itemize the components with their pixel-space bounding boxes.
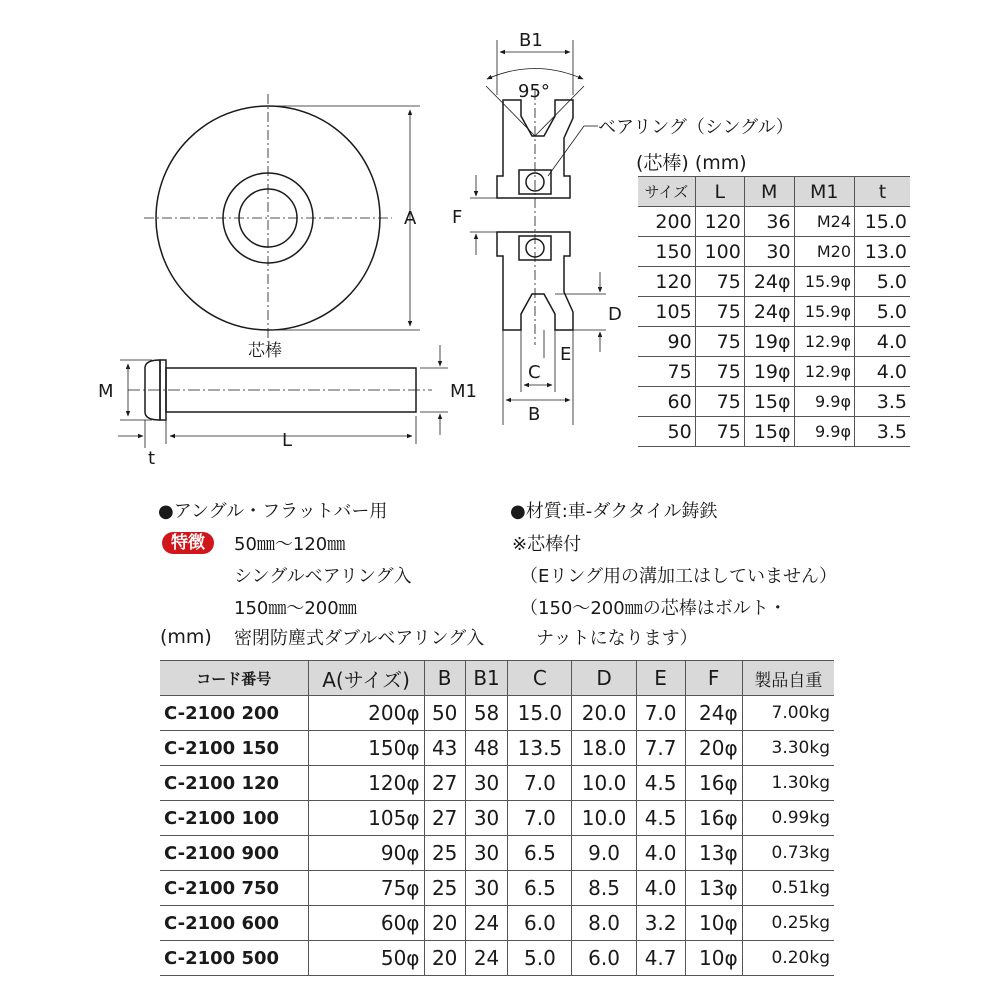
table-cell: 8.5 (572, 871, 636, 906)
column-header: E (636, 661, 685, 696)
table-cell: 5.0 (855, 297, 911, 327)
dim-l-label: L (282, 430, 293, 451)
table-row (160, 941, 834, 976)
dim-e-label: E (560, 344, 572, 365)
column-header: F (685, 661, 742, 696)
table-cell: 24φ (744, 267, 794, 297)
column-header: M (744, 177, 794, 207)
table-cell: 9.9φ (794, 387, 854, 417)
note-line-3: （150～200㎜の芯棒はボルト・ (520, 598, 787, 619)
table-cell: 0.20kg (742, 941, 834, 976)
table-cell: 9.9φ (794, 417, 854, 447)
main-table-header-row (160, 661, 834, 696)
table-cell: 20.0 (572, 696, 636, 731)
table-cell: 25 (424, 871, 465, 906)
table-row (638, 417, 910, 447)
table-cell: 24 (465, 941, 508, 976)
table-cell: 60 (638, 387, 695, 417)
table-cell: 4.0 (636, 871, 685, 906)
table-cell: C-2100 900 (160, 836, 308, 871)
table-cell: 0.51kg (742, 871, 834, 906)
table-cell: 5.0 (508, 941, 572, 976)
table-cell: 15φ (744, 417, 794, 447)
pin-label: 芯棒 (248, 341, 282, 361)
table-cell: 90φ (308, 836, 424, 871)
table-cell: 7.0 (508, 766, 572, 801)
table-cell: C-2100 500 (160, 941, 308, 976)
table-cell: 60φ (308, 906, 424, 941)
dim-b1-label: B1 (519, 30, 543, 51)
table-cell: 24φ (685, 696, 742, 731)
table-cell: 120 (695, 207, 744, 237)
table-row (638, 297, 910, 327)
table-cell: 75 (695, 357, 744, 387)
pin-table-header-row (638, 177, 910, 207)
bearing-label: ベアリング（シングル） (598, 117, 794, 138)
dim-c-label: C (528, 362, 541, 383)
table-cell: 4.0 (636, 836, 685, 871)
dim-d-label: D (608, 304, 622, 325)
table-cell: 30 (465, 871, 508, 906)
main-table-unit: (mm) (160, 626, 212, 648)
column-header: M1 (794, 177, 854, 207)
table-row (160, 871, 834, 906)
table-cell: 105φ (308, 801, 424, 836)
table-cell: 15.0 (508, 696, 572, 731)
table-row (160, 906, 834, 941)
main-table-body (160, 696, 834, 976)
table-cell: 18.0 (572, 731, 636, 766)
table-cell: 120φ (308, 766, 424, 801)
table-cell: 6.0 (508, 906, 572, 941)
table-cell: 120 (638, 267, 695, 297)
column-header: 製品自重 (742, 661, 834, 696)
table-cell: 13.5 (508, 731, 572, 766)
table-cell: 30 (465, 801, 508, 836)
table-cell: 1.30kg (742, 766, 834, 801)
table-cell: 3.2 (636, 906, 685, 941)
table-cell: 15.9φ (794, 267, 854, 297)
table-cell: C-2100 100 (160, 801, 308, 836)
table-cell: 10.0 (572, 801, 636, 836)
table-cell: 15φ (744, 387, 794, 417)
product-spec-table (160, 660, 834, 976)
table-cell: 150φ (308, 731, 424, 766)
table-cell: M20 (794, 237, 854, 267)
table-cell: 7.0 (636, 696, 685, 731)
table-row (160, 836, 834, 871)
column-header: L (695, 177, 744, 207)
table-cell: 0.73kg (742, 836, 834, 871)
table-cell: 48 (465, 731, 508, 766)
table-cell: 15.0 (855, 207, 911, 237)
table-cell: 7.7 (636, 731, 685, 766)
dim-t-label: t (148, 448, 156, 469)
table-cell: 200 (638, 207, 695, 237)
dim-b-label: B (528, 404, 541, 425)
table-cell: 20φ (685, 731, 742, 766)
table-cell: 6.5 (508, 836, 572, 871)
table-cell: 4.0 (855, 327, 911, 357)
table-cell: 6.0 (572, 941, 636, 976)
table-cell: 36 (744, 207, 794, 237)
table-row (160, 696, 834, 731)
table-cell: 30 (465, 836, 508, 871)
table-cell: 15.9φ (794, 297, 854, 327)
table-row (638, 387, 910, 417)
material-text: ●材質:車-ダクタイル鋳鉄 (510, 501, 718, 522)
feature-line-4: 密閉防塵式ダブルベアリング入 (234, 628, 485, 649)
table-cell: 25 (424, 836, 465, 871)
dim-m-label: M (98, 381, 114, 402)
column-header: C (508, 661, 572, 696)
table-cell: 8.0 (572, 906, 636, 941)
table-cell: 12.9φ (794, 327, 854, 357)
column-header: D (572, 661, 636, 696)
feature-line-2: シングルベアリング入 (234, 566, 412, 587)
column-header: B1 (465, 661, 508, 696)
table-cell: 75 (695, 417, 744, 447)
table-cell: 10φ (685, 906, 742, 941)
table-cell: C-2100 750 (160, 871, 308, 906)
table-cell: 4.7 (636, 941, 685, 976)
feature-badge (162, 528, 214, 553)
table-cell: 50 (638, 417, 695, 447)
table-cell: 105 (638, 297, 695, 327)
pin-spec-table (638, 176, 910, 447)
table-cell: C-2100 120 (160, 766, 308, 801)
column-header: t (855, 177, 911, 207)
feature-line-1: 50㎜～120㎜ (234, 534, 346, 555)
pin-table-caption: (芯棒) (mm) (636, 152, 747, 174)
table-row (160, 801, 834, 836)
feature-line-3: 150㎜～200㎜ (234, 598, 357, 619)
table-row (638, 207, 910, 237)
table-cell: 13φ (685, 871, 742, 906)
table-cell: 13.0 (855, 237, 911, 267)
feature-badge-label: 特徴 (162, 532, 214, 554)
column-header: B (424, 661, 465, 696)
table-cell: 58 (465, 696, 508, 731)
column-header: コード番号 (160, 661, 308, 696)
note-line-2: （Eリング用の溝加工はしていません） (520, 566, 838, 587)
table-cell: 100 (695, 237, 744, 267)
table-cell: 19φ (744, 357, 794, 387)
table-cell: 75 (695, 297, 744, 327)
table-cell: M24 (794, 207, 854, 237)
table-cell: 10φ (685, 941, 742, 976)
dim-f-label: F (452, 207, 463, 228)
table-cell: 200φ (308, 696, 424, 731)
table-cell: 90 (638, 327, 695, 357)
table-cell: 16φ (685, 766, 742, 801)
pin-table-body (638, 207, 910, 447)
table-cell: 6.5 (508, 871, 572, 906)
table-row (638, 267, 910, 297)
table-cell: 4.0 (855, 357, 911, 387)
table-row (160, 731, 834, 766)
table-cell: 75φ (308, 871, 424, 906)
table-cell: 24φ (744, 297, 794, 327)
table-cell: 4.5 (636, 766, 685, 801)
table-cell: 13φ (685, 836, 742, 871)
table-cell: 4.5 (636, 801, 685, 836)
table-cell: 7.00kg (742, 696, 834, 731)
table-cell: C-2100 600 (160, 906, 308, 941)
table-cell: 30 (465, 766, 508, 801)
table-cell: 30 (744, 237, 794, 267)
table-cell: 7.0 (508, 801, 572, 836)
table-cell: 43 (424, 731, 465, 766)
table-cell: 5.0 (855, 267, 911, 297)
note-line-1: ※芯棒付 (512, 534, 582, 555)
wheel-section-view (497, 90, 573, 345)
column-header: A(サイズ) (308, 661, 424, 696)
table-cell: C-2100 150 (160, 731, 308, 766)
table-cell: 0.25kg (742, 906, 834, 941)
usage-text: ●アングル・フラットバー用 (158, 501, 388, 522)
table-row (638, 327, 910, 357)
table-cell: 50φ (308, 941, 424, 976)
dim-m1-label: M1 (450, 381, 477, 402)
table-cell: 20 (424, 906, 465, 941)
dim-a-label: A (404, 208, 417, 229)
table-cell: 24 (465, 906, 508, 941)
table-row (160, 766, 834, 801)
table-cell: 75 (695, 327, 744, 357)
note-line-4: ナットになります） (536, 628, 698, 649)
table-cell: 75 (695, 267, 744, 297)
table-cell: 12.9φ (794, 357, 854, 387)
table-cell: 3.30kg (742, 731, 834, 766)
table-cell: 3.5 (855, 417, 911, 447)
table-cell: 27 (424, 801, 465, 836)
table-cell: C-2100 200 (160, 696, 308, 731)
table-row (638, 237, 910, 267)
table-cell: 27 (424, 766, 465, 801)
table-cell: 50 (424, 696, 465, 731)
column-header: サイズ (638, 177, 695, 207)
table-cell: 20 (424, 941, 465, 976)
table-cell: 16φ (685, 801, 742, 836)
table-cell: 3.5 (855, 387, 911, 417)
table-row (638, 357, 910, 387)
table-cell: 19φ (744, 327, 794, 357)
table-cell: 75 (695, 387, 744, 417)
table-cell: 9.0 (572, 836, 636, 871)
wheel-front-view (144, 94, 420, 342)
table-cell: 0.99kg (742, 801, 834, 836)
table-cell: 75 (638, 357, 695, 387)
table-cell: 150 (638, 237, 695, 267)
table-cell: 10.0 (572, 766, 636, 801)
angle-label: 95° (518, 81, 550, 102)
